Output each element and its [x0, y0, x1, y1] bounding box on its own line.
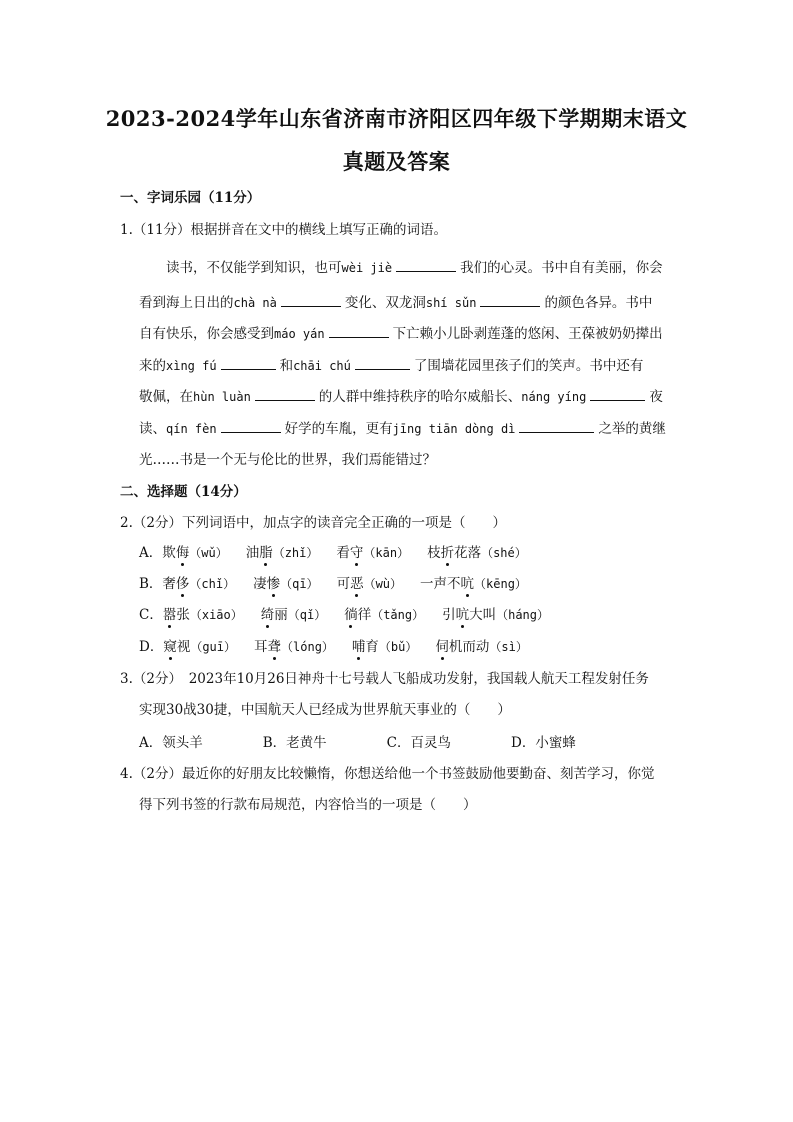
answer-blank[interactable]: [355, 355, 410, 370]
section1-heading: 一、字词乐园（11分）: [120, 190, 261, 206]
q3-options: [139, 731, 576, 751]
q2-option-c[interactable]: C．嚣张（xiāo） 绮丽（qǐ） 徜徉（tǎng） 引吭大叫（háng）: [139, 607, 550, 623]
answer-blank[interactable]: [590, 386, 645, 401]
q3-stem-line1: 3.（2分） 2023年10月26日神舟十七号载人飞船成功发射，我国载人航天工程发射任务: [120, 671, 649, 687]
q3-option-c[interactable]: C．百灵鸟: [386, 735, 452, 751]
answer-blank[interactable]: [221, 418, 281, 433]
answer-blank[interactable]: [221, 355, 276, 370]
doc-title-line2: 真题及答案: [342, 149, 451, 174]
q1-passage-line3: 自有快乐，你会感受到máo yán 下亡赖小儿卧剥莲蓬的悠闲、王葆被奶奶撵出: [139, 322, 663, 342]
q1-passage-line2: 看到海上日出的chà nà 变化、双龙洞shí sǔn 的颜色各异。书中: [139, 291, 652, 311]
q3-option-a[interactable]: A．领头羊: [139, 735, 203, 751]
q4-stem-line1: 4.（2分）最近你的好朋友比较懒惰，你想送给他一个书签鼓励他要勤奋、刻苦学习，你觉: [120, 766, 655, 782]
q2-option-a[interactable]: A．欺侮（wǔ） 油脂（zhǐ） 看守（kān） 枝折花落（shé）: [139, 545, 527, 561]
doc-title-line1: 2023-2024学年山东省济南市济阳区四年级下学期期末语文: [105, 106, 688, 131]
q1-passage-line6: 读、qín fèn 好学的车胤，更有jīng tiān dòng dì 之举的黄继: [139, 417, 666, 437]
answer-blank[interactable]: [255, 386, 315, 401]
answer-blank[interactable]: [480, 292, 540, 307]
answer-blank[interactable]: [329, 323, 389, 338]
q2-option-b[interactable]: B．奢侈（chǐ） 凄惨（qī） 可恶（wù） 一声不吭（kēng）: [139, 576, 527, 592]
q1-passage-line4: 来的xìng fú 和chāi chú 了围墙花园里孩子们的笑声。书中还有: [139, 354, 643, 374]
q1-passage-line1: 读书，不仅能学到知识，也可wèi jiè 我们的心灵。书中自有美丽，你会: [166, 256, 663, 276]
answer-blank[interactable]: [281, 292, 341, 307]
q1-stem: 1.（11分）根据拼音在文中的横线上填写正确的词语。: [120, 222, 448, 238]
q2-stem: 2.（2分）下列词语中，加点字的读音完全正确的一项是（ ）: [120, 515, 506, 531]
q3-option-d[interactable]: D．小蜜蜂: [511, 735, 576, 751]
answer-blank[interactable]: [519, 418, 594, 433]
q3-option-b[interactable]: B．老黄牛: [262, 735, 327, 751]
q4-stem-line2: 得下列书签的行款布局规范，内容恰当的一项是（ ）: [139, 797, 477, 813]
q1-passage-line7: 光……书是一个无与伦比的世界，我们焉能错过？: [139, 452, 436, 468]
section2-heading: 二、选择题（14分）: [120, 484, 247, 500]
q1-passage-line5: 敬佩，在hùn luàn 的人群中维持秩序的哈尔威船长、náng yíng 夜: [139, 385, 663, 405]
answer-blank[interactable]: [396, 257, 456, 272]
q2-option-d[interactable]: D．窥视（guī） 耳聋（lóng） 哺育（bǔ） 伺机而动（sì）: [139, 639, 528, 655]
q3-stem-line2: 实现30战30捷，中国航天人已经成为世界航天事业的（ ）: [139, 702, 511, 718]
